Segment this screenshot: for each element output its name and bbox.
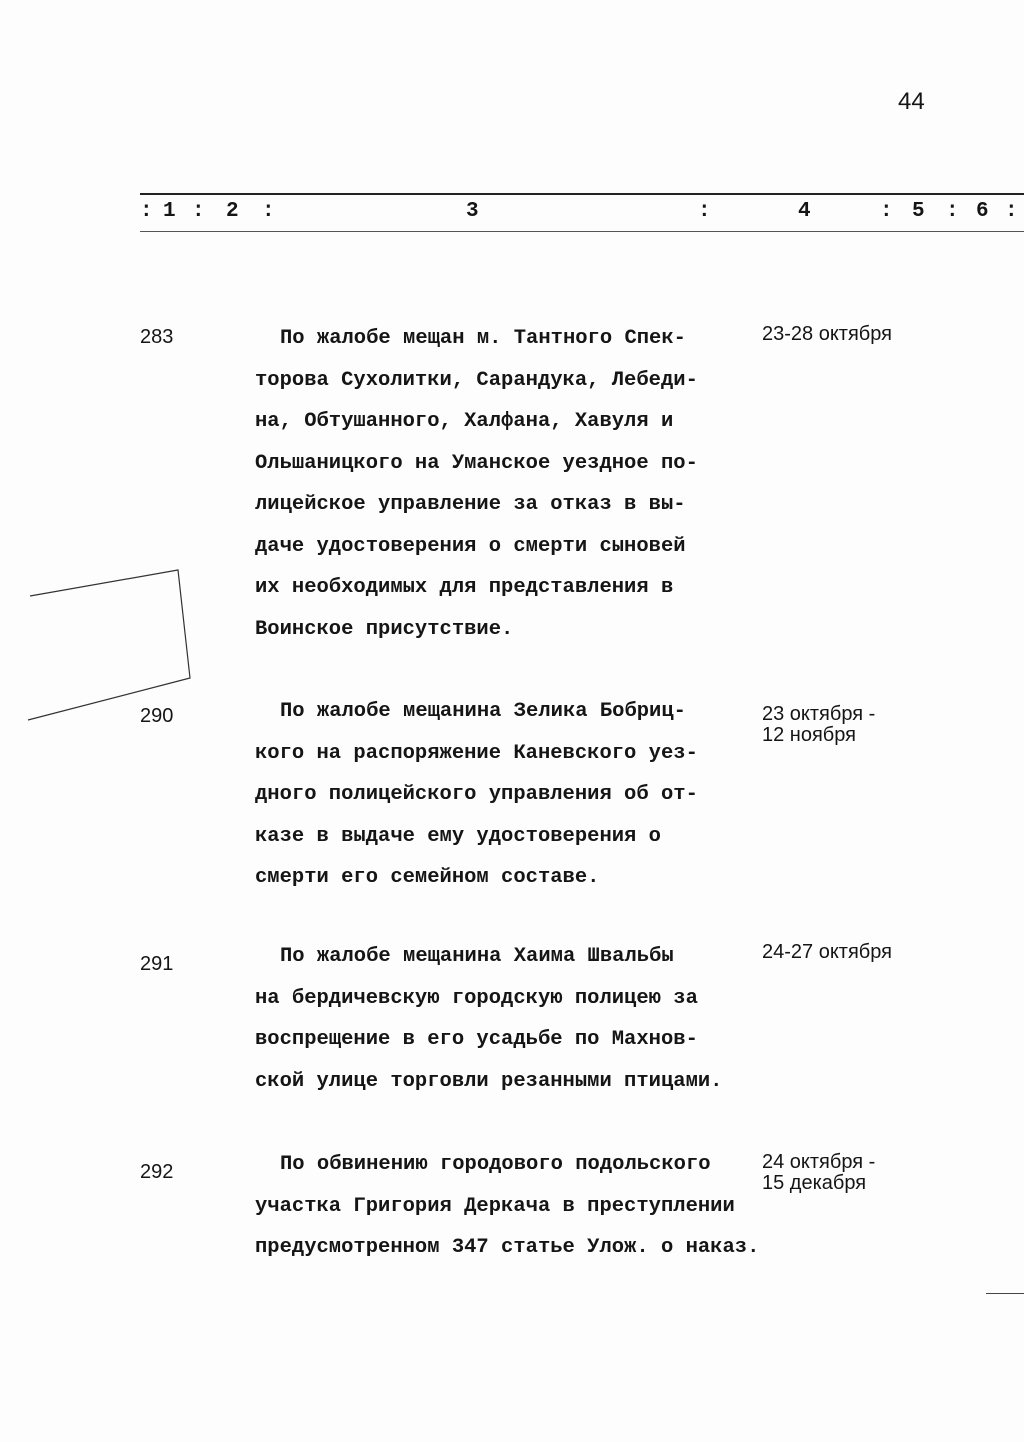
text-line: По жалобе мещанина Хаима Швальбы: [280, 945, 674, 968]
text-line: казе в выдаче ему удостоверения о: [255, 824, 661, 848]
column-header-1: 1: [163, 200, 176, 223]
text-line: Ольшаницкого на Уманское уездное по-: [255, 451, 698, 475]
entry-description: [255, 1144, 759, 1269]
text-line: По жалобе мещан м. Тантного Спек-: [280, 327, 686, 350]
text-line: на, Обтушанного, Халфана, Хавуля и: [255, 410, 674, 433]
column-header-3: 3: [466, 200, 479, 223]
entry-description: [255, 936, 722, 1102]
date-line: 23 октября -: [762, 703, 876, 725]
date-line: 15 декабря: [762, 1172, 867, 1194]
margin-mark: [986, 1293, 1024, 1294]
column-header-5: 5: [912, 200, 925, 223]
text-line: их необходимых для представления в: [255, 576, 674, 599]
entry-date: [762, 704, 875, 746]
separator: :: [140, 200, 153, 223]
column-header-2: 2: [226, 200, 239, 223]
text-line: дного полицейского управления об от-: [255, 783, 698, 806]
date-line: 24 октября -: [762, 1151, 876, 1173]
date-line: 23-28 октября: [762, 323, 892, 345]
separator: :: [192, 200, 205, 223]
entry-description: [255, 318, 698, 650]
text-line: торова Сухолитки, Сарандука, Лебеди-: [255, 368, 698, 392]
entry-number: 283: [140, 326, 174, 348]
date-line: 12 ноября: [762, 724, 856, 746]
text-line: даче удостоверения о смерти сыновей: [255, 534, 686, 558]
entry-date: [762, 1152, 875, 1194]
text-line: воспрещение в его усадьбе по Махнов-: [255, 1028, 698, 1051]
separator: :: [698, 200, 711, 223]
header-bottom-rule: [140, 231, 1024, 232]
column-header-4: 4: [798, 200, 811, 223]
text-line: лицейское управление за отказ в вы-: [255, 493, 686, 516]
text-line: По жалобе мещанина Зелика Бобриц-: [280, 700, 686, 723]
entry-date: [762, 942, 892, 963]
separator: :: [946, 200, 959, 223]
column-header-6: 6: [976, 200, 989, 223]
text-line: на бердичевскую городскую полицею за: [255, 986, 698, 1010]
text-line: участка Григория Деркача в преступлении: [255, 1194, 735, 1218]
separator: :: [1005, 200, 1018, 223]
text-line: По обвинению городового подольского: [280, 1153, 711, 1176]
text-line: ской улице торговли резанными птицами.: [255, 1069, 723, 1093]
date-line: 24-27 октября: [762, 941, 892, 963]
entry-description: [255, 691, 698, 899]
text-line: кого на распоряжение Каневского уез-: [255, 741, 698, 765]
page-number: 44: [898, 88, 925, 115]
entry-date: [762, 324, 892, 345]
separator: :: [880, 200, 893, 223]
entry-number: 291: [140, 953, 174, 975]
separator: :: [262, 200, 275, 223]
text-line: Воинское присутствие.: [255, 617, 514, 641]
text-line: смерти его семейном составе.: [255, 866, 600, 889]
header-top-rule: [140, 193, 1024, 195]
entry-number: 292: [140, 1161, 174, 1183]
entry-number: 290: [140, 705, 174, 727]
text-line: предусмотренном 347 статье Улож. о наказ.: [255, 1236, 760, 1259]
